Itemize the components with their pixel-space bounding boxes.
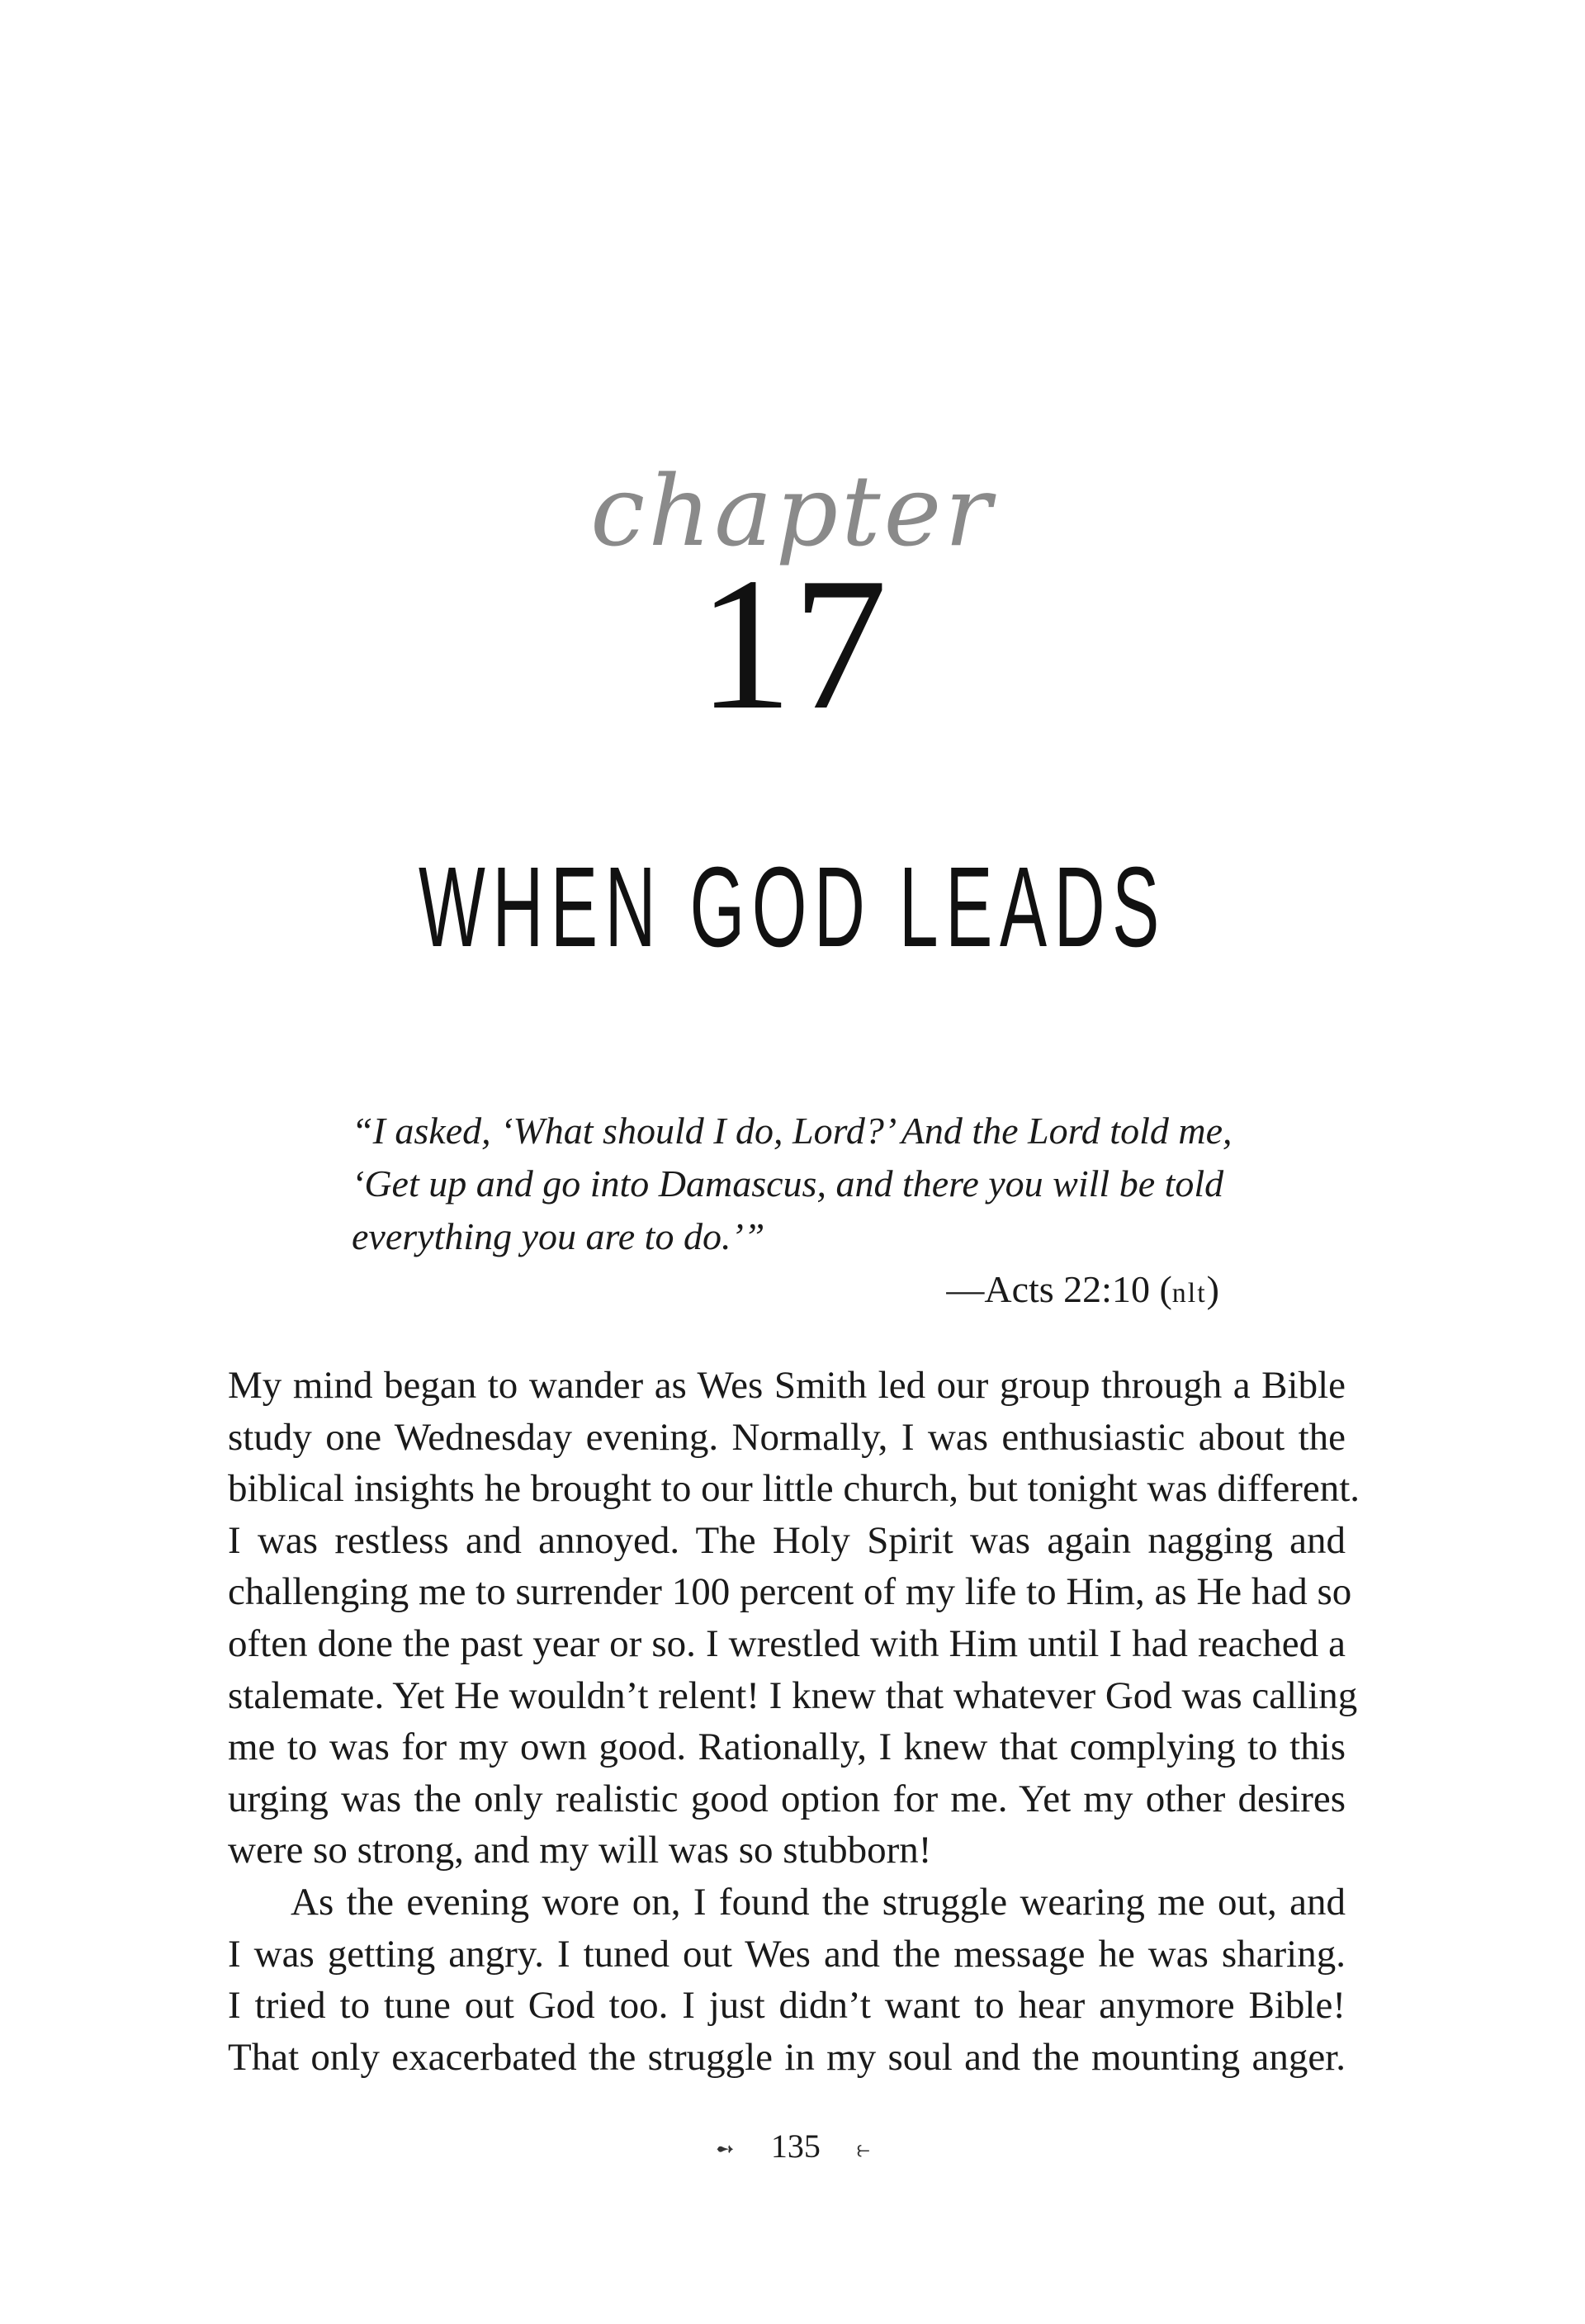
page-footer (0, 2130, 1585, 2163)
paragraph-line: challenging me to surrender 100 percent of my life to Him, as He had so (228, 1570, 1352, 1614)
epigraph-quote (352, 1105, 1233, 1263)
ornament-left-icon: ➻ (715, 2136, 735, 2162)
paragraph-line: I tried to tune out God too. I just didn’t want to hear anymore Bible! (228, 1984, 1346, 2028)
chapter-label: chapter (590, 454, 995, 568)
epigraph-line: ‘Get up and go into Damascus, and there you will be told (352, 1162, 1224, 1205)
paragraph-line: urging was the only realistic good option for me. Yet my other desires (228, 1777, 1346, 1820)
epigraph-line: “I asked, ‘What should I do, Lord?’ And the Lord told me, (352, 1110, 1233, 1152)
epigraph-line: everything you are to do.’” (352, 1215, 765, 1257)
paragraph-line: My mind began to wander as Wes Smith led our group through a Bible (228, 1364, 1346, 1407)
page-number: 135 (770, 2128, 821, 2165)
paragraph-line: That only exacerbated the struggle in my soul and the mounting anger. (228, 2035, 1346, 2079)
paragraph-line: stalemate. Yet He wouldn’t relent! I knew that whatever God was calling (228, 1673, 1358, 1717)
chapter-title: WHEN GOD LEADS (419, 844, 1166, 971)
paragraph-line: biblical insights he brought to our little church, but tonight was different. (228, 1467, 1360, 1511)
paragraph-line: were so strong, and my will was so stubborn! (228, 1829, 932, 1872)
ornament-right-icon: ⥼ (856, 2136, 870, 2162)
paragraph-line: me to was for my own good. Rationally, I knew that complying to this (228, 1725, 1346, 1769)
paragraph-line: often done the past year or so. I wrestled with Him until I had reached a (228, 1621, 1346, 1665)
chapter-number: 17 (698, 538, 887, 749)
paragraph-line: study one Wednesday evening. Normally, I was enthusiastic about the (228, 1415, 1346, 1459)
attribution-version: nlt (1171, 1278, 1207, 1309)
body-text (228, 1360, 1360, 2083)
paragraph-line: As the evening wore on, I found the struggle wearing me out, and (291, 1880, 1346, 1924)
paragraph-line: I was getting angry. I tuned out Wes and the message he was sharing. (228, 1932, 1346, 1976)
attribution-reference: —Acts 22:10 ( (946, 1268, 1172, 1310)
paragraph-line: I was restless and annoyed. The Holy Spirit was again nagging and (228, 1518, 1346, 1562)
epigraph-attribution (946, 1263, 1219, 1320)
attribution-close: ) (1206, 1268, 1219, 1310)
